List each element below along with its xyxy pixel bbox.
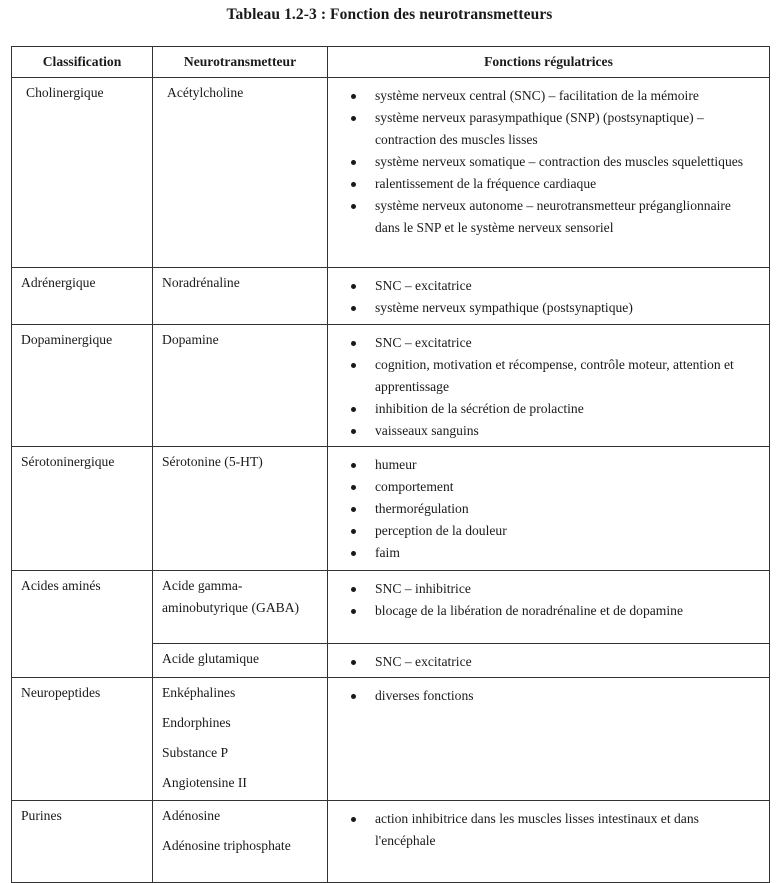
functions-list [328,325,769,446]
list-item [328,85,759,107]
list-item [328,107,759,151]
bullet-icon [351,817,356,822]
functions-cell [328,268,770,325]
neurotransmitter-name: Substance P [162,745,229,760]
functions-cell [328,78,770,268]
neurotransmitter-cell [153,571,328,644]
bullet-icon [351,407,356,412]
classification-cell: Acides aminés [12,571,153,678]
neurotransmitter-cell [153,801,328,883]
neurotransmitter-cell [153,78,328,268]
classification-cell: Neuropeptides [12,678,153,801]
bullet-icon [351,507,356,512]
neurotransmitter-cell [153,644,328,678]
neurotransmitter-cell [153,678,328,801]
functions-cell [328,644,770,678]
bullet-icon [351,204,356,209]
table-row [12,678,770,801]
function-text: SNC – excitatrice [375,335,472,350]
function-text: faim [375,545,400,560]
list-item [328,173,759,195]
neurotransmitter-name: Acide gamma-aminobutyrique (GABA) [162,578,300,615]
neurotransmitter-name: Dopamine [162,332,219,347]
neurotransmitter-name: Adénosine [162,808,221,823]
list-item [328,476,759,498]
neurotransmitter-table [11,46,770,883]
function-text: inhibition de la sécrétion de prolactine [375,401,584,416]
list-item [328,454,759,476]
bullet-icon [351,529,356,534]
bullet-icon [351,306,356,311]
function-text: système nerveux parasympathique (SNP) (postsynaptique) – contraction des muscles lisses [375,110,704,147]
list-item [328,542,759,564]
classification-cell: Dopaminergique [12,325,153,447]
function-text: blocage de la libération de noradrénaline et de dopamine [375,603,683,618]
header-neurotransmitter: Neurotransmetteur [153,47,328,78]
list-item [328,332,759,354]
bullet-icon [351,463,356,468]
table-row [12,78,770,268]
header-row [12,47,770,78]
list-item [328,275,759,297]
list-item [328,600,759,622]
bullet-icon [351,160,356,165]
bullet-icon [351,609,356,614]
function-text: SNC – excitatrice [375,278,472,293]
list-item [328,808,759,852]
header-classification: Classification [12,47,153,78]
list-item [328,151,759,173]
functions-cell [328,571,770,644]
bullet-icon [351,94,356,99]
function-text: SNC – inhibitrice [375,581,471,596]
bullet-icon [351,485,356,490]
bullet-icon [351,660,356,665]
neurotransmitter-cell [153,325,328,447]
list-item [328,578,759,600]
table-row [12,571,770,644]
classification-cell: Cholinergique [12,78,153,268]
function-text: système nerveux somatique – contraction des muscles squelettiques [375,154,744,169]
function-text: ralentissement de la fréquence cardiaque [375,176,597,191]
function-text: système nerveux sympathique (postsynaptique) [375,300,633,315]
neurotransmitter-name: Noradrénaline [162,275,240,290]
function-text: humeur [375,457,417,472]
function-text: diverses fonctions [375,688,474,703]
functions-list [328,447,769,568]
table-row [12,801,770,883]
list-item [328,498,759,520]
bullet-icon [351,694,356,699]
function-text: action inhibitrice dans les muscles lisses intestinaux et dans l'encéphale [375,811,699,848]
function-text: vaisseaux sanguins [375,423,479,438]
table-row [12,268,770,325]
bullet-icon [351,116,356,121]
list-item [328,297,759,319]
classification-cell: Purines [12,801,153,883]
neurotransmitter-name: Angiotensine II [162,775,247,790]
function-text: système nerveux autonome – neurotransmetteur préganglionnaire dans le SNP et le système nerveux sensoriel [375,198,731,235]
list-item [328,195,759,239]
function-text: comportement [375,479,454,494]
functions-cell [328,801,770,883]
function-text: cognition, motivation et récompense, contrôle moteur, attention et apprentissage [375,357,734,394]
table-row [12,447,770,571]
list-item [328,651,759,673]
table-title: Tableau 1.2-3 : Fonction des neurotransmetteurs [226,6,553,23]
functions-list [328,571,769,626]
header-functions: Fonctions régulatrices [328,47,770,78]
neurotransmitter-name: Sérotonine (5-HT) [162,454,263,469]
function-text: SNC – excitatrice [375,654,472,669]
bullet-icon [351,363,356,368]
functions-cell [328,447,770,571]
functions-list [328,78,769,243]
bullet-icon [351,284,356,289]
bullet-icon [351,551,356,556]
functions-cell [328,678,770,801]
classification-cell: Adrénergique [12,268,153,325]
function-text: perception de la douleur [375,523,507,538]
function-text: système nerveux central (SNC) – facilitation de la mémoire [375,88,699,103]
neurotransmitter-cell [153,447,328,571]
functions-list [328,678,769,711]
bullet-icon [351,182,356,187]
list-item [328,398,759,420]
classification-cell: Sérotoninergique [12,447,153,571]
neurotransmitter-name: Adénosine triphosphate [162,838,291,853]
functions-list [328,268,769,323]
list-item [328,685,759,707]
functions-list [328,801,769,856]
neurotransmitter-name: Endorphines [162,715,231,730]
bullet-icon [351,341,356,346]
neurotransmitter-cell [153,268,328,325]
neurotransmitter-name: Acide glutamique [162,651,260,666]
function-text: thermorégulation [375,501,469,516]
list-item [328,420,759,442]
neurotransmitter-name: Enképhalines [162,685,236,700]
list-item [328,520,759,542]
neurotransmitter-name: Acétylcholine [167,85,244,100]
functions-cell [328,325,770,447]
bullet-icon [351,587,356,592]
table-row [12,325,770,447]
functions-list [328,644,769,677]
bullet-icon [351,429,356,434]
list-item [328,354,759,398]
